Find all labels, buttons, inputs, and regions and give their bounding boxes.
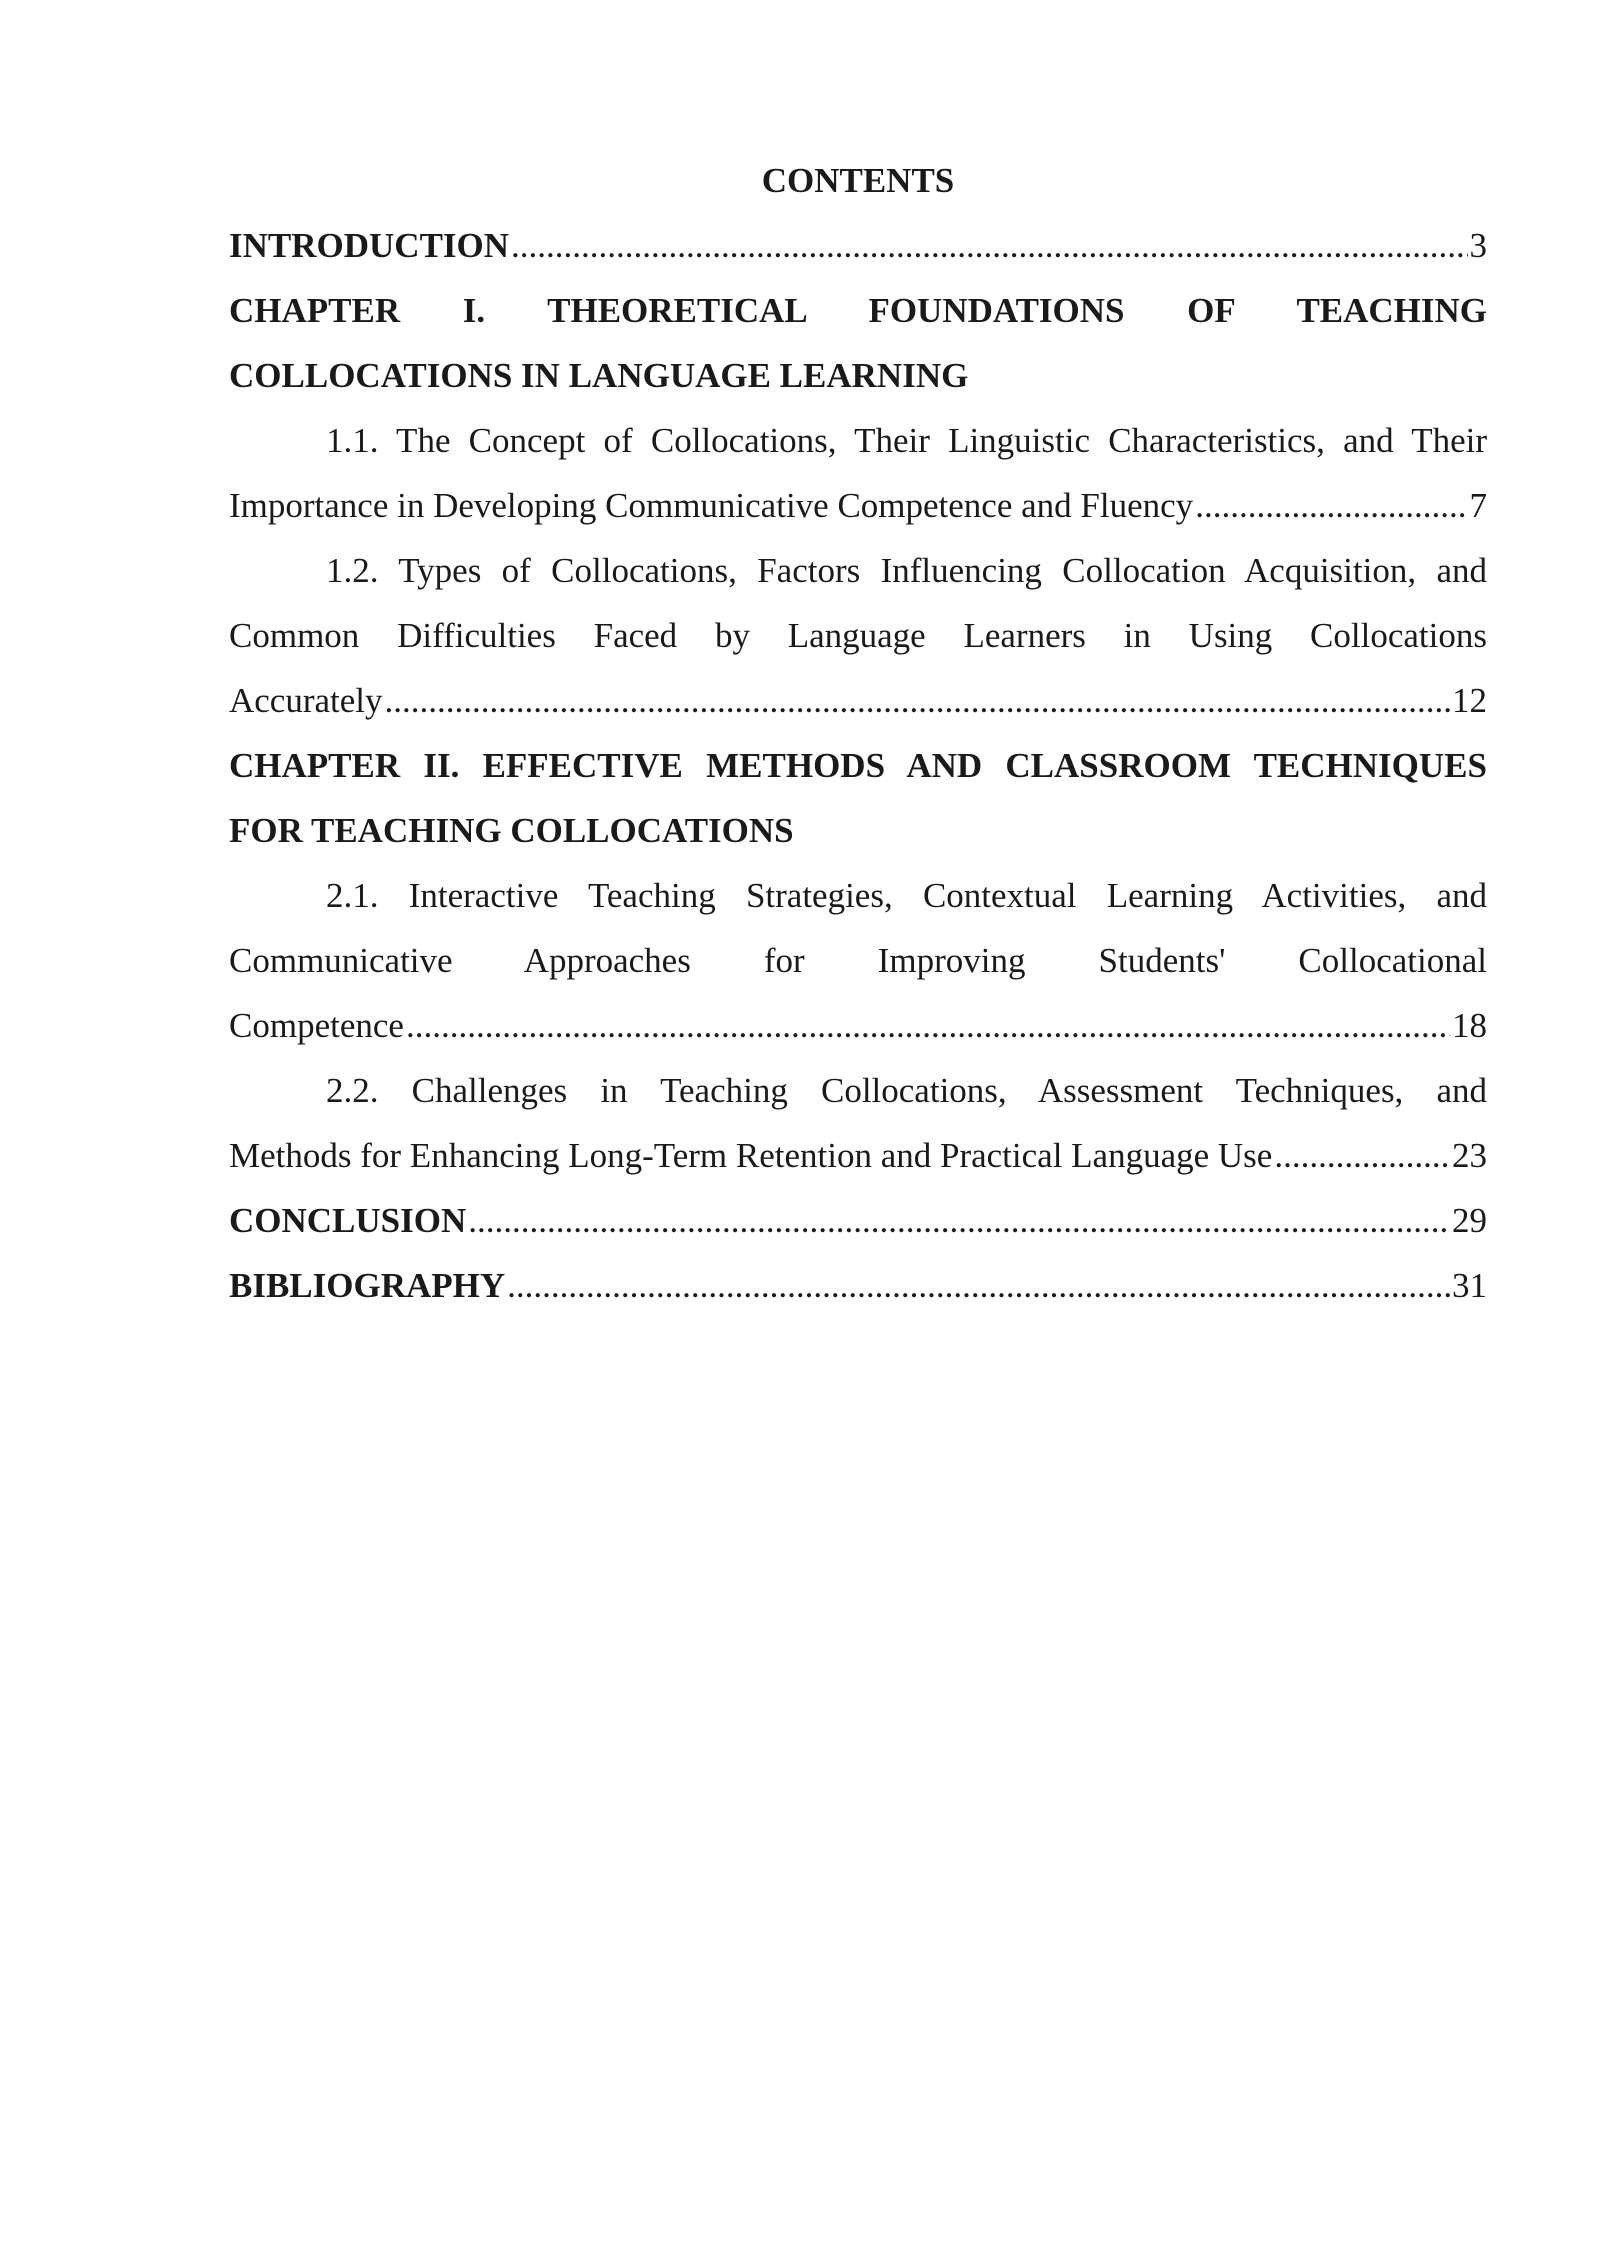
- toc-entry-introduction: [229, 213, 1487, 278]
- toc-page-number: 18: [1452, 1006, 1487, 1045]
- toc-section-2-2-line-2: [229, 1123, 1487, 1188]
- toc-section-1-2-line-1: 1.2. Types of Collocations, Factors Influencing Collocation Acquisition, and: [326, 551, 1487, 590]
- dot-leader: [507, 1253, 1450, 1318]
- toc-page-number: 12: [1452, 681, 1487, 720]
- toc-entry-label: Importance in Developing Communicative Competence and Fluency: [229, 486, 1194, 525]
- toc-section-2-1-line-2: Communicative Approaches for Improving Students' Collocational: [229, 941, 1487, 980]
- toc-page-number: 31: [1452, 1266, 1487, 1305]
- toc-page-number: 7: [1469, 486, 1487, 525]
- toc-title: CONTENTS: [761, 161, 955, 200]
- toc-entry-label: BIBLIOGRAPHY: [229, 1266, 506, 1305]
- toc-entry-label: Accurately: [229, 681, 383, 720]
- dot-leader: [406, 993, 1450, 1058]
- toc-chapter-1-line-2: COLLOCATIONS IN LANGUAGE LEARNING: [229, 356, 969, 395]
- toc-section-2-1-line-1: 2.1. Interactive Teaching Strategies, Contextual Learning Activities, and: [326, 876, 1487, 915]
- toc-chapter-2-line-2: FOR TEACHING COLLOCATIONS: [229, 811, 794, 850]
- toc-entry-label: INTRODUCTION: [229, 226, 510, 265]
- toc-section-1-2-line-3: [229, 668, 1487, 733]
- toc-page-number: 3: [1469, 226, 1487, 265]
- toc-chapter-1-line-1: CHAPTER I. THEORETICAL FOUNDATIONS OF TEACHING: [229, 291, 1488, 330]
- toc-section-2-2-line-1: 2.2. Challenges in Teaching Collocations, Assessment Techniques, and: [326, 1071, 1487, 1110]
- toc-entry-label: Methods for Enhancing Long-Term Retention and Practical Language Use: [229, 1136, 1273, 1175]
- toc-entry-conclusion: [229, 1188, 1487, 1253]
- dot-leader: [1274, 1123, 1450, 1188]
- toc-entry-bibliography: [229, 1253, 1487, 1318]
- toc-section-2-1-line-3: [229, 993, 1487, 1058]
- toc-entry-label: Competence: [229, 1006, 404, 1045]
- toc-chapter-2-line-1: CHAPTER II. EFFECTIVE METHODS AND CLASSROOM TECHNIQUES: [229, 746, 1487, 785]
- toc-page-number: 23: [1452, 1136, 1487, 1175]
- dot-leader: [1195, 473, 1467, 538]
- toc-section-1-2-line-2: Common Difficulties Faced by Language Learners in Using Collocations: [229, 616, 1487, 655]
- toc-page-number: 29: [1452, 1201, 1487, 1240]
- toc-section-1-1-line-2: [229, 473, 1487, 538]
- dot-leader: [511, 213, 1467, 278]
- toc-entry-label: CONCLUSION: [229, 1201, 467, 1240]
- dot-leader: [385, 668, 1450, 733]
- table-of-contents: [229, 148, 1487, 1318]
- toc-section-1-1-line-1: 1.1. The Concept of Collocations, Their Linguistic Characteristics, and Their: [326, 421, 1487, 460]
- dot-leader: [468, 1188, 1450, 1253]
